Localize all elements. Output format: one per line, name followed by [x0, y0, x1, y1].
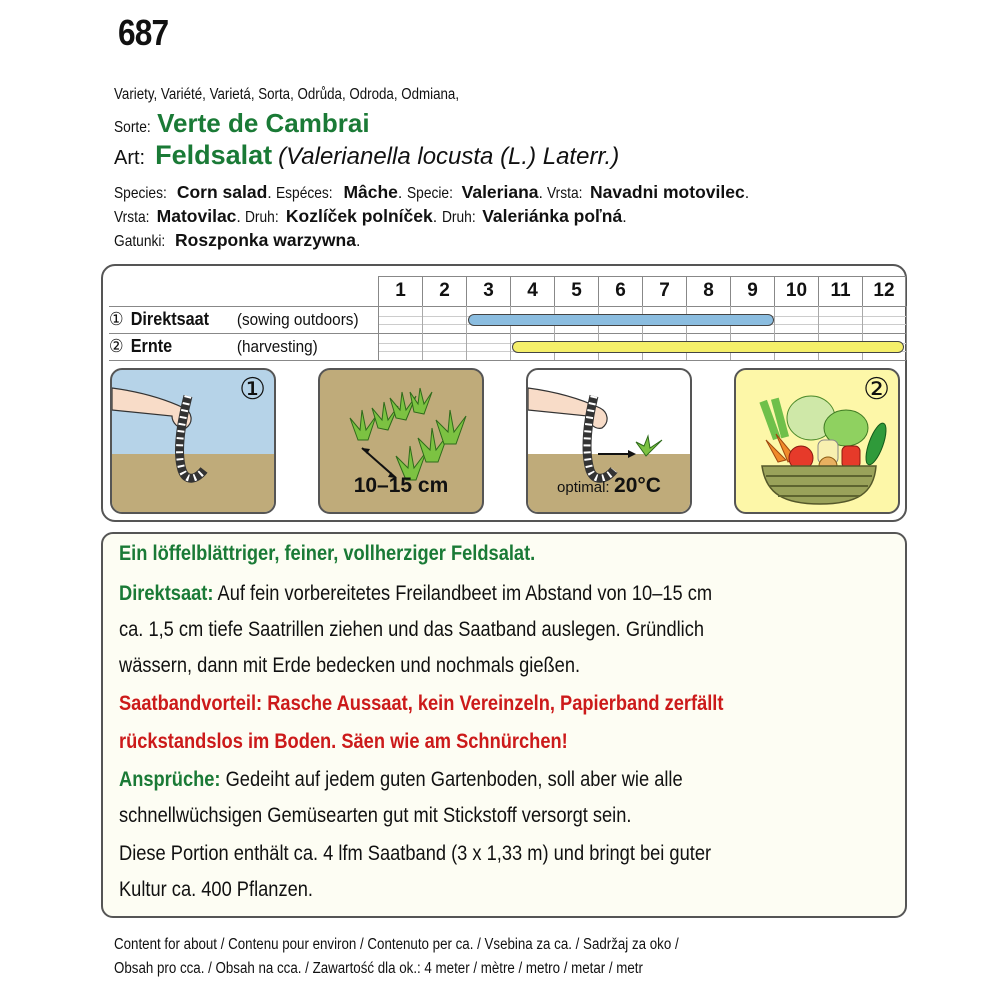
- sowing-pictogram: [110, 368, 276, 514]
- month-12: 12: [862, 276, 906, 306]
- germination-pictogram: [526, 368, 692, 514]
- ansprueche-label: Ansprüche:: [119, 768, 221, 791]
- content-amount-line-2: Obsah pro cca. / Obsah na cca. / Zawartość dla ok.: 4 meter / mètre / metro / metar / metr: [114, 960, 643, 977]
- month-2: 2: [422, 276, 466, 306]
- direktsaat-label: Direktsaat:: [119, 582, 214, 605]
- species-value: Mâche: [343, 182, 398, 202]
- species-value: Kozlíček polníček: [285, 206, 433, 226]
- row-name: Ernte: [130, 336, 173, 356]
- species-label: Vrsta:: [114, 209, 150, 226]
- month-6: 6: [598, 276, 642, 306]
- sorte-line: [114, 108, 370, 139]
- month-11: 11: [818, 276, 862, 306]
- variety-languages: Variety, Variété, Varietá, Sorta, Odrůda, Odroda, Odmiana,: [114, 86, 460, 103]
- sowing-period-bar: [468, 314, 774, 326]
- step-2-marker: ②: [863, 373, 890, 406]
- species-label: Species:: [114, 185, 167, 202]
- species-value: Roszponka warzywna: [175, 230, 356, 250]
- row-translation: (sowing outdoors): [236, 310, 359, 329]
- harvest-pictogram: [734, 368, 900, 514]
- direktsaat-line-3: wässern, dann mit Erde bedecken und nochmals gießen.: [119, 654, 581, 677]
- row-translation: (harvesting): [236, 337, 318, 356]
- latin-name: (Valerianella locusta (L.) Laterr.): [278, 143, 620, 170]
- direktsaat-text: Auf fein vorbereitetes Freilandbeet im Abstand von 10–15 cm: [213, 582, 713, 605]
- ansprueche-line-2: schnellwüchsigen Gemüsearten gut mit Stickstoff versorgt sein.: [119, 804, 632, 827]
- species-label: Vrsta:: [547, 185, 583, 202]
- month-8: 8: [686, 276, 730, 306]
- direktsaat-line-1: [119, 582, 712, 606]
- packet-number: 687: [118, 12, 169, 53]
- month-1: 1: [378, 276, 422, 306]
- spacing-label: 10–15 cm: [353, 474, 449, 497]
- temperature-label: [528, 474, 690, 498]
- harvest-period-bar: [512, 341, 904, 353]
- month-9: 9: [730, 276, 774, 306]
- species-label: Druh:: [441, 209, 476, 226]
- description-panel: [101, 532, 907, 918]
- sorte-label: Sorte:: [114, 119, 151, 136]
- temperature-value: 20°C: [614, 474, 661, 497]
- row-name: Direktsaat: [130, 309, 210, 329]
- species-label: Druh:: [245, 209, 279, 226]
- species-label: Espéces:: [276, 185, 333, 202]
- step-1-marker: ①: [109, 309, 124, 329]
- month-7: 7: [642, 276, 686, 306]
- species-line-2: Vrsta: Matovilac. Druh: Kozlíček polníček. Druh: Valeriánka poľná.: [114, 206, 627, 226]
- species-value: Navadni motovilec: [590, 182, 745, 202]
- ansprueche-line-1: [119, 768, 683, 792]
- advantage-line-2: rückstandslos im Boden. Säen wie am Schnürchen!: [119, 730, 568, 753]
- row-ernte: [109, 333, 318, 360]
- species-line-1: Species: Corn salad. Espéces: Mâche. Specie: Valeriana. Vrsta: Navadni motovilec.: [114, 182, 750, 202]
- headline: Ein löffelblättriger, feiner, vollherziger Feldsalat.: [119, 542, 536, 565]
- species-line-3: Gatunki: Roszponka warzywna.: [114, 230, 361, 250]
- month-3: 3: [466, 276, 510, 306]
- portion-line-2: Kultur ca. 400 Pflanzen.: [119, 878, 313, 901]
- spacing-pictogram: [318, 368, 484, 514]
- art-label: Art:: [114, 147, 146, 169]
- ansprueche-text: Gedeiht auf jedem guten Gartenboden, soll aber wie alle: [220, 768, 683, 791]
- content-amount-line-1: Content for about / Contenu pour environ / Contenuto per ca. / Vsebina za ca. / Sadržaj za oko /: [114, 936, 679, 953]
- row-direktsaat: [109, 306, 359, 333]
- advantage-line-1: Saatbandvorteil: Rasche Aussaat, kein Vereinzeln, Papierband zerfällt: [119, 692, 724, 715]
- month-4: 4: [510, 276, 554, 306]
- temperature-prefix: optimal:: [557, 479, 610, 496]
- month-5: 5: [554, 276, 598, 306]
- species-value: Valeriánka poľná: [482, 206, 623, 226]
- sowing-calendar-panel: [101, 264, 907, 522]
- species-label: Specie:: [406, 185, 453, 202]
- step-1-marker: ①: [239, 373, 266, 406]
- month-10: 10: [774, 276, 818, 306]
- art-value: Feldsalat: [155, 140, 273, 170]
- species-value: Matovilac: [156, 206, 237, 226]
- direktsaat-line-2: ca. 1,5 cm tiefe Saatrillen ziehen und das Saatband auslegen. Gründlich: [119, 618, 705, 641]
- species-value: Corn salad: [176, 182, 268, 202]
- art-line: [114, 140, 619, 171]
- sorte-value: Verte de Cambrai: [157, 108, 370, 138]
- portion-line-1: Diese Portion enthält ca. 4 lfm Saatband (3 x 1,33 m) und bringt bei guter: [119, 842, 712, 865]
- species-value: Valeriana: [461, 182, 539, 202]
- species-label: Gatunki:: [114, 233, 166, 250]
- step-2-marker: ②: [109, 336, 124, 356]
